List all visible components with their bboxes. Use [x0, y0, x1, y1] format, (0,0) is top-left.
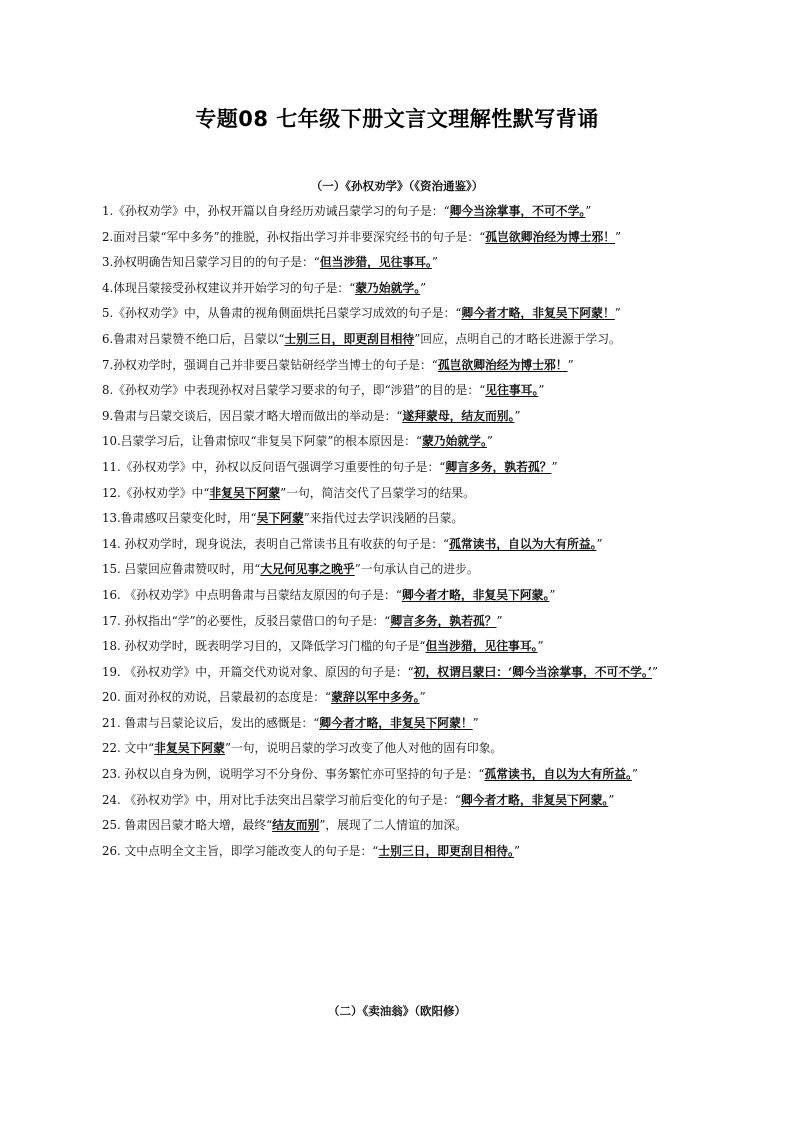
page-title: 专题08 七年级下册文言文理解性默写背诵 [195, 107, 599, 131]
question-item [74, 583, 722, 609]
question-text: 5.《孙权劝学》中，从鲁肃的视角侧面烘托吕蒙学习成效的句子是：“ [102, 306, 462, 321]
answer-text: 非复吴下阿蒙 [209, 485, 281, 500]
question-text: 22. 文中“ [102, 741, 155, 756]
question-item [74, 609, 722, 635]
question-text: 26. 文中点明全文主旨，即学习能改变人的句子是：“ [102, 843, 379, 858]
question-text-end: ” [513, 843, 520, 858]
question-text: 23. 孙权以自身为例，说明学习不分身份、事务繁忙亦可坚持的句子是：“ [102, 767, 485, 782]
answer-text: 卿今当涂掌事，不可不学。 [449, 204, 586, 218]
answer-text: 但当涉猎，见往事耳。 [425, 639, 538, 654]
question-text-end: ” [419, 690, 426, 705]
answer-text: 吴下阿蒙 [256, 511, 304, 526]
answer-text: 遂拜蒙母，结友而别。 [402, 408, 515, 423]
question-text: 13.鲁肃感叹吕蒙变化时，用“ [102, 511, 257, 526]
question-text: 9.鲁肃与吕蒙交谈后，因吕蒙才略大增而做出的举动是：“ [102, 408, 403, 423]
question-text: 11.《孙权劝学》中，孙权以反问语气强调学习重要性的句子是：“ [102, 459, 446, 474]
question-text-end: ”回应，点明自己的才略长进源于学习。 [414, 331, 621, 346]
answer-text: 孤岂欲卿治经为博士邪！ [437, 357, 568, 372]
question-text-end: ” [420, 280, 427, 295]
question-text-end: ” [472, 715, 479, 730]
question-text-end: ” [538, 383, 545, 398]
question-text: 24. 《孙权劝学》中，用对比手法突出吕蒙学习前后变化的句子是：“ [102, 792, 461, 807]
question-text-end: ”一句承认自己的进步。 [354, 562, 479, 577]
answer-text: 卿言多务，孰若孤？ [445, 459, 552, 474]
question-item [74, 276, 722, 302]
question-item [74, 634, 722, 660]
answer-text: 孤常读书，自以为大有所益。 [484, 767, 632, 782]
question-text-end: ” [551, 459, 558, 474]
question-item [74, 250, 722, 276]
section-heading-2: （二）《卖油翁》（欧阳修） [328, 1004, 466, 1018]
answer-text: 士别三日，即更刮目相待。 [378, 843, 514, 858]
question-text-end: ” [549, 587, 556, 602]
question-item [74, 353, 722, 379]
answer-text: 卿今者才略，非复吴下阿蒙。 [401, 587, 550, 602]
question-text: 1.《孙权劝学》中，孙权开篇以自身经历劝诫吕蒙学习的句子是：“ [102, 204, 450, 218]
question-text: 2.面对吕蒙“军中多务”的推脱，孙权指出学习并非要深究经书的句子是：“ [102, 229, 486, 244]
answer-text: 卿今者才略，非复吴下阿蒙。 [460, 792, 609, 807]
answer-text: 蒙辞以军中多务。 [331, 690, 420, 705]
question-text: 6.鲁肃对吕蒙赞不绝口后，吕蒙以“ [102, 331, 285, 346]
question-text-end: ” [651, 664, 658, 679]
question-text: 15. 吕蒙回应鲁肃赞叹时，用“ [102, 562, 261, 577]
question-text-end: ” [496, 613, 503, 628]
question-item [74, 429, 722, 455]
question-item [74, 839, 722, 865]
question-text-end: ” [615, 229, 622, 244]
answer-text: 初，权谓吕蒙曰：‘卿今当涂掌事，不可不学。’ [413, 664, 652, 679]
question-item [74, 506, 722, 532]
question-text: 19. 《孙权劝学》中，开篇交代劝说对象、原因的句子是：“ [102, 664, 414, 679]
question-text: 14. 孙权劝学时，现身说法，表明自己常读书且有收获的句子是：“ [102, 536, 450, 551]
question-item [74, 762, 722, 788]
question-item [74, 378, 722, 404]
question-item [74, 455, 722, 481]
question-item [74, 199, 722, 225]
answer-text: 非复吴下阿蒙 [154, 741, 225, 756]
question-item [74, 327, 722, 353]
question-text-end: ” [585, 204, 592, 218]
question-item [74, 788, 722, 814]
question-text-end: ” [596, 536, 603, 551]
question-text-end: ” [514, 408, 521, 423]
question-text: 3.孙权明确告知吕蒙学习目的的句子是：“ [102, 255, 320, 270]
question-item [74, 481, 722, 507]
answer-text: 蒙乃始就学。 [355, 280, 421, 295]
question-text-end: ” [431, 255, 438, 270]
question-text: 17. 孙权指出“学”的必要性，反驳吕蒙借口的句子是：“ [102, 613, 391, 628]
question-text-end: ”来指代过去学识浅陋的吕蒙。 [303, 511, 464, 526]
question-item [74, 813, 722, 839]
question-text-end: ”一句，简洁交代了吕蒙学习的结果。 [280, 485, 475, 500]
question-text: 4.体现吕蒙接受孙权建议并开始学习的句子是：“ [102, 280, 356, 295]
question-text: 25. 鲁肃因吕蒙才略大增，最终“ [102, 818, 273, 833]
question-item [74, 532, 722, 558]
question-text-end: ”一句，说明吕蒙的学习改变了他人对他的固有印象。 [224, 741, 503, 756]
answer-text: 卿言多务，孰若孤？ [390, 613, 497, 628]
answer-text: 孤岂欲卿治经为博士邪！ [485, 229, 616, 244]
question-text: 21. 鲁肃与吕蒙论议后，发出的感慨是：“ [102, 715, 320, 730]
section-heading-1: （一）《孙权劝学》（《资治通鉴》） [310, 179, 484, 193]
answer-text: 蒙乃始就学。 [421, 434, 487, 449]
question-text-end: ” [614, 306, 621, 321]
answer-text: 孤常读书，自以为大有所益。 [449, 536, 597, 551]
question-item [74, 404, 722, 430]
question-text: 18. 孙权劝学时，既表明学习目的，又降低学习门槛的句子是“ [102, 639, 426, 654]
answer-text: 结友而别 [272, 818, 320, 833]
question-text-end: ”，展现了二人情谊的加深。 [319, 818, 467, 833]
answer-text: 大兄何见事之晚乎 [260, 562, 355, 577]
question-text: 7.孙权劝学时，强调自己并非要吕蒙钻研经学当博士的句子是：“ [102, 357, 438, 372]
question-text: 20. 面对孙权的劝说，吕蒙最初的态度是：“ [102, 690, 332, 705]
question-text-end: ” [486, 434, 493, 449]
question-item [74, 685, 722, 711]
question-item [74, 660, 722, 686]
answer-text: 但当涉猎，见往事耳。 [319, 255, 432, 270]
question-item [74, 301, 722, 327]
question-text-end: ” [567, 357, 574, 372]
question-item [74, 736, 722, 762]
answer-text: 卿今者才略，非复吴下阿蒙！ [319, 715, 473, 730]
question-item [74, 557, 722, 583]
answer-text: 士别三日，即更刮目相待 [284, 331, 415, 346]
question-text: 12.《孙权劝学》中“ [102, 485, 210, 500]
answer-text: 卿今者才略，非复吴下阿蒙！ [461, 306, 615, 321]
question-text: 16. 《孙权劝学》中点明鲁肃与吕蒙结友原因的句子是：“ [102, 587, 402, 602]
answer-text: 见往事耳。 [485, 383, 539, 398]
question-text-end: ” [537, 639, 544, 654]
question-text-end: ” [608, 792, 615, 807]
question-item [74, 225, 722, 251]
question-item [74, 711, 722, 737]
question-text: 8.《孙权劝学》中表现孙权对吕蒙学习要求的句子，即“涉猎”的目的是：“ [102, 383, 486, 398]
question-text-end: ” [631, 767, 638, 782]
question-list [74, 199, 722, 864]
question-text: 10.吕蒙学习后，让鲁肃惊叹“非复吴下阿蒙”的根本原因是：“ [102, 434, 422, 449]
